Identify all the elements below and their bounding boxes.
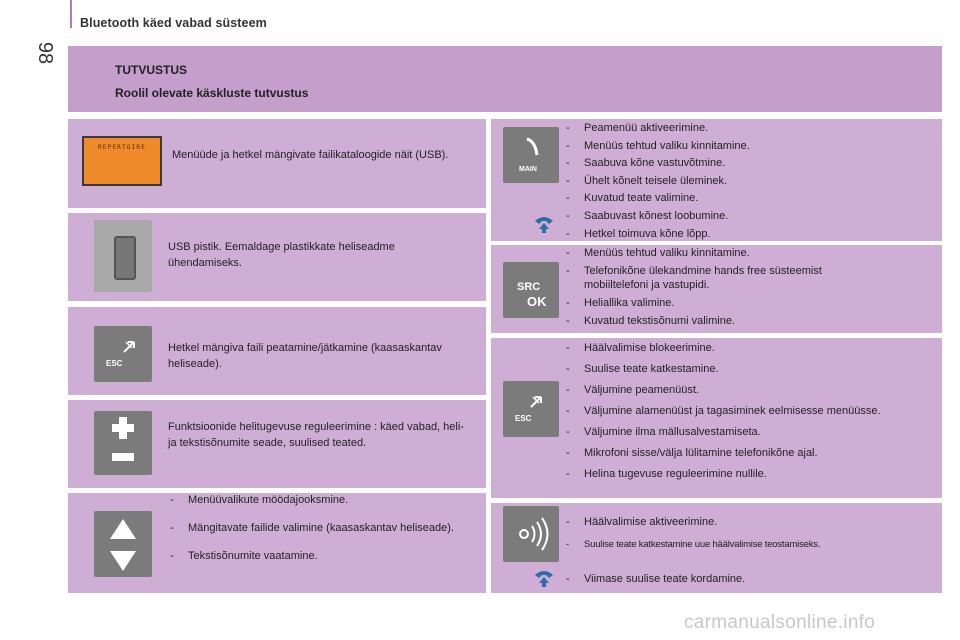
list-item: - Mikrofoni sisse/välja lülitamine telefonikõne ajal. bbox=[566, 445, 896, 461]
left-panel-volume-text: Funktsioonide helitugevuse reguleerimine : käed vabad, heli- ja tekstisõnumite seade, suulised teated. bbox=[168, 421, 464, 449]
list-item: - Saabuva kõne vastuvõtmine. bbox=[566, 155, 926, 173]
list-item: - Tekstisõnumite vaatamine. bbox=[170, 548, 470, 564]
list-item: - Menüüs tehtud valiku kinnitamine. bbox=[566, 246, 926, 260]
list-item: - Häälvalimise aktiveerimine. bbox=[566, 514, 926, 530]
list-item: - Viimase suulise teate kordamine. bbox=[566, 571, 926, 587]
list-item: - Kuvatud tekstisõnumi valimine. bbox=[566, 314, 926, 328]
list-item: - Ühelt kõnelt teisele üleminek. bbox=[566, 173, 926, 191]
list-item: - Hetkel toimuva kõne lõpp. bbox=[566, 226, 926, 244]
section-intro-band bbox=[68, 46, 942, 112]
esc-icon-label: ESC bbox=[106, 359, 123, 368]
repertoire-icon-label: REPERTOIRE bbox=[97, 144, 147, 151]
list-item: - Saabuvast kõnest loobumine. bbox=[566, 208, 926, 226]
src-icon-label: SRC bbox=[517, 281, 541, 293]
left-panel-esc-text: Hetkel mängiva faili peatamine/jätkamine (kaasaskantav heliseade). bbox=[168, 342, 442, 370]
plus-minus-icon bbox=[94, 411, 152, 475]
voice-button-icon bbox=[503, 506, 559, 562]
list-item: - Menüüs tehtud valiku kinnitamine. bbox=[566, 138, 926, 156]
list-item: - Väljumine peamenüüst. bbox=[566, 382, 896, 398]
left-panel-usb-text: USB pistik. Eemaldage plastikkate heliseadme ühendamiseks. bbox=[168, 241, 395, 269]
esc-button-icon bbox=[94, 326, 152, 382]
main-icon-label: MAIN bbox=[519, 166, 537, 173]
right-panel-voice-list bbox=[566, 514, 926, 587]
left-panel-scroll-list bbox=[170, 492, 470, 564]
src-ok-button-icon bbox=[503, 262, 559, 318]
section-title: TUTVUSTUS bbox=[115, 63, 187, 77]
header-accent-bar bbox=[70, 0, 72, 28]
list-item: - Väljumine alamenüüst ja tagasiminek eelmisesse menüüsse. bbox=[566, 403, 896, 419]
left-panel-repertoire-text: Menüüde ja hetkel mängivate failikataloogide näit (USB). bbox=[172, 149, 449, 161]
usb-port-icon bbox=[94, 220, 152, 292]
repertoire-button-icon bbox=[82, 136, 162, 186]
list-item: - Menüüvalikute möödajooksmine. bbox=[170, 492, 470, 508]
ok-icon-label: OK bbox=[527, 294, 547, 309]
watermark: carmanualsonline.info bbox=[684, 612, 876, 633]
right-panel-esc-list bbox=[566, 340, 896, 482]
list-item: - Telefonikõne ülekandmine hands free süsteemist mobiiltelefoni ja vastupidi. bbox=[566, 264, 884, 292]
right-panel-src-ok-list bbox=[566, 246, 926, 328]
section-subtitle: Roolil olevate käskluste tutvustus bbox=[115, 86, 309, 100]
list-item: - Kuvatud teate valimine. bbox=[566, 190, 926, 208]
esc-button-icon-right bbox=[503, 381, 559, 437]
list-item: - Väljumine ilma mällusalvestamiseta. bbox=[566, 424, 896, 440]
list-item: - Suulise teate katkestamine. bbox=[566, 361, 896, 377]
header-title: Bluetooth käed vabad süsteem bbox=[80, 16, 267, 30]
list-item: - Suulise teate katkestamine uue häälvalimise teostamiseks. bbox=[566, 537, 926, 553]
list-item: - Helina tugevuse reguleerimine nullile. bbox=[566, 466, 896, 482]
list-item: - Mängitavate failide valimine (kaasaskantav heliseade). bbox=[170, 520, 470, 536]
phone-hangup-icon bbox=[533, 211, 555, 233]
list-item: - Häälvalimise blokeerimine. bbox=[566, 340, 896, 356]
right-panel-main-list bbox=[566, 120, 926, 243]
list-item: - Peamenüü aktiveerimine. bbox=[566, 120, 926, 138]
up-down-arrows-icon bbox=[94, 511, 152, 577]
page-number: 98 bbox=[34, 41, 56, 65]
list-item: - Heliallika valimine. bbox=[566, 296, 926, 310]
phone-hangup-icon-voice bbox=[533, 565, 555, 587]
main-button-icon bbox=[503, 127, 559, 183]
esc-icon-label-right: ESC bbox=[515, 414, 532, 423]
